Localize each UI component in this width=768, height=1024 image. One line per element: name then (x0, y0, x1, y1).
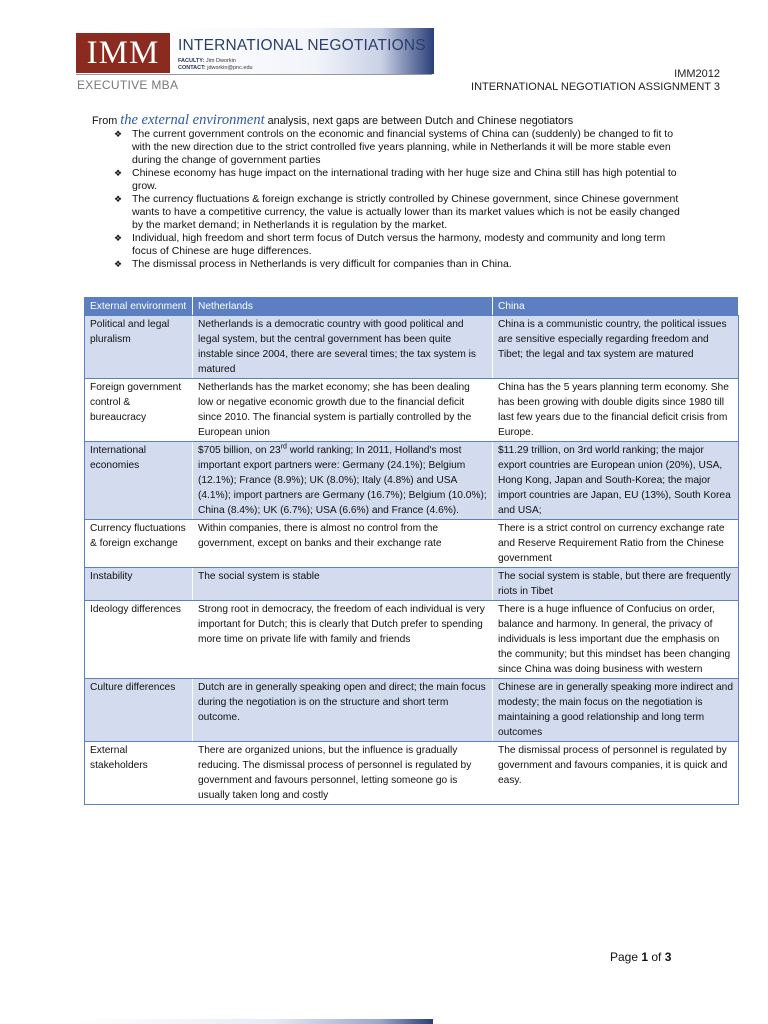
comparison-table (84, 297, 739, 805)
table-header-row (85, 298, 739, 316)
faculty-contact-block (178, 58, 253, 72)
china-cell: $11.29 trillion, on 3rd world ranking; the major export countries are European union (20%), USA, Hong Kong, Japan and South-Korea; the major import countries are Japan, EU (13%), South Korea and USA; (493, 442, 739, 520)
ordinal-suffix: rd (280, 443, 287, 451)
netherlands-cell: There are organized unions, but the influence is gradually reducing. The dismissal process of personnel is regulated by government and favours personnel, letting someone go is usually taken long and costly (193, 742, 493, 805)
course-info (471, 68, 720, 94)
header-external-environment: External environment (85, 298, 193, 316)
table-row (85, 442, 739, 520)
page-current: 1 (641, 950, 649, 964)
page-total: 3 (664, 950, 672, 964)
bullet-text: Individual, high freedom and short term focus of Dutch versus the harmony, modesty and community and long term focus of Chinese are huge differences. (132, 232, 666, 257)
factor-cell: Instability (85, 568, 193, 601)
bullet-text: The currency fluctuations & foreign exchange is strictly controlled by Chinese government, since Chinese government wants to have a competitive currency, the value is actually lower than its market values which is not be easily changed by the market demand; in Netherlands it is regulation by the market. (132, 193, 680, 231)
netherlands-cell: Netherlands is a democratic country with good political and legal system, but the central government has been quite instable since 2004, there are several times; the tax system is matured (193, 316, 493, 379)
table-row (85, 742, 739, 805)
factor-cell: Ideology differences (85, 601, 193, 679)
bullet-item (112, 128, 692, 167)
china-cell: The social system is stable, but there are frequently riots in Tibet (493, 568, 739, 601)
netherlands-cell: The social system is stable (193, 568, 493, 601)
factor-cell: Culture differences (85, 679, 193, 742)
diamond-bullet-icon: ❖ (114, 129, 123, 139)
header-china: China (493, 298, 739, 316)
intro-suffix: analysis, next gaps are between Dutch and Chinese negotiators (264, 115, 574, 127)
logo-subtitle: EXECUTIVE MBA (77, 78, 179, 92)
table-row (85, 679, 739, 742)
page-word: Page (610, 950, 642, 964)
table-row (85, 379, 739, 442)
gdp-text: $705 billion, on 23 (198, 445, 281, 456)
table-row (85, 316, 739, 379)
faculty-label: FACULTY: (178, 58, 205, 64)
intro-emphasis: the external environment (120, 112, 265, 128)
bullet-item (112, 258, 692, 271)
diamond-bullet-icon: ❖ (114, 233, 123, 243)
logo-divider (76, 74, 432, 75)
factor-cell: Political and legal pluralism (85, 316, 193, 379)
bullet-item (112, 232, 692, 258)
netherlands-cell: Within companies, there is almost no control from the government, except on banks and their exchange rate (193, 520, 493, 568)
diamond-bullet-icon: ❖ (114, 259, 123, 269)
faculty-name: Jim Dworkin (205, 58, 236, 64)
gap-bullet-list (112, 128, 692, 271)
bullet-text: The dismissal process in Netherlands is very difficult for companies than in China. (132, 258, 512, 270)
table-row (85, 520, 739, 568)
china-cell: The dismissal process of personnel is regulated by government and favours companies, it is quick and easy. (493, 742, 739, 805)
china-cell: Chinese are in generally speaking more indirect and modesty; the main focus on the negotiation is maintaining a good relationship and long term outcomes (493, 679, 739, 742)
footer-banner (76, 1019, 433, 1024)
china-cell: China has the 5 years planning term economy. She has been growing with double digits since 1980 till last few years due to the financial deficit crisis from Europe. (493, 379, 739, 442)
bullet-text: The current government controls on the economic and financial systems of China can (suddenly) be changed to fit to with the new direction due to the strict controlled five years planning, while in Netherlands it will be more stable even during the change of government parties (132, 128, 674, 166)
contact-label: CONTACT: (178, 65, 206, 71)
intro-sentence (92, 112, 573, 129)
page-number (610, 950, 671, 964)
table-row (85, 601, 739, 679)
bullet-text: Chinese economy has huge impact on the international trading with her huge size and China still has high potential to grow. (132, 167, 677, 192)
page-of: of (648, 950, 665, 964)
trade-partners-text: world ranking; In 2011, Holland's most important export partners were: Germany (24.1%); Belgium (12.1%); France (8.9%); UK (8.0%); Italy (4.8%) and USA (4.1%); import partners are Germany (16.7%); Belgium (10.0%); China (8.4%); UK (6.7%); USA (6.6%) and France (4.6%). (198, 445, 487, 516)
netherlands-cell (193, 442, 493, 520)
course-code: IMM2012 (674, 68, 720, 80)
netherlands-cell: Strong root in democracy, the freedom of each individual is very important for Dutch; this is clearly that Dutch prefer to spending more time on private life with family and friends (193, 601, 493, 679)
header-netherlands: Netherlands (193, 298, 493, 316)
bullet-item (112, 167, 692, 193)
netherlands-cell: Netherlands has the market economy; she has been dealing low or negative economic growth due to the financial deficit since 2010. The financial system is partially controlled by the European union (193, 379, 493, 442)
assignment-title: INTERNATIONAL NEGOTIATION ASSIGNMENT 3 (471, 81, 720, 93)
factor-cell: Currency fluctuations & foreign exchange (85, 520, 193, 568)
netherlands-cell: Dutch are in generally speaking open and direct; the main focus during the negotiation is on the structure and short term outcome. (193, 679, 493, 742)
diamond-bullet-icon: ❖ (114, 194, 123, 204)
factor-cell: International economies (85, 442, 193, 520)
china-cell: China is a communistic country, the political issues are sensitive especially regarding freedom and Tibet; the legal and tax system are matured (493, 316, 739, 379)
china-cell: There is a strict control on currency exchange rate and Reserve Requirement Ratio from the Chinese government (493, 520, 739, 568)
imm-logo: IMM (76, 33, 170, 73)
bullet-item (112, 193, 692, 232)
contact-email: jdworkin@pnc.edu (207, 65, 253, 71)
intro-prefix: From (92, 115, 121, 127)
factor-cell: External stakeholders (85, 742, 193, 805)
diamond-bullet-icon: ❖ (114, 168, 123, 178)
document-header-title: INTERNATIONAL NEGOTIATIONS (178, 37, 426, 54)
china-cell: There is a huge influence of Confucius on order, balance and harmony. In general, the privacy of individuals is less important due the emphasis on the community; but this mindset has been changing since China was doing business with western (493, 601, 739, 679)
factor-cell: Foreign government control & bureaucracy (85, 379, 193, 442)
table-row (85, 568, 739, 601)
